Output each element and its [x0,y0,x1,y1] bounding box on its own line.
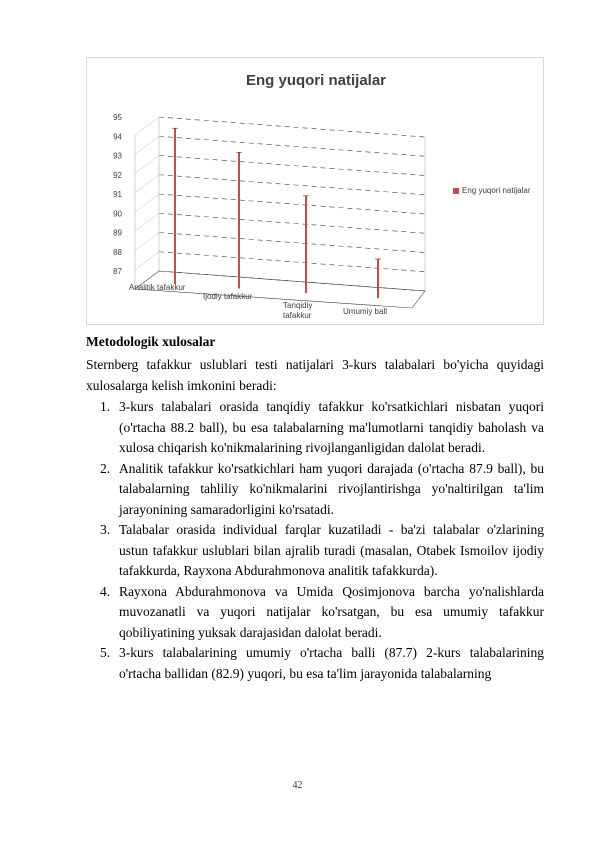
y-tick-label: 91 [113,190,122,199]
gridline [159,213,425,233]
list-item [86,582,544,644]
side-gridline [135,233,159,251]
list-item [86,459,544,521]
side-gridline [135,194,159,212]
y-tick-label: 88 [113,247,122,257]
chart-legend [453,186,530,195]
gridline [159,252,425,272]
y-tick-label: 95 [113,113,122,122]
x-category-label: Ijodiy tafakkur [203,292,253,301]
list-item-number: 4. [100,583,111,599]
list-item-text: 3-kurs talabalarining umumiy o'rtacha balli (87.7) 2-kurs talabalarining o'rtacha ballidan (82.9) yuqori, bu esa ta'lim jarayonida talabalarning [119,645,544,681]
gridline [159,175,425,195]
side-gridline [135,213,159,231]
side-gridline [135,156,159,174]
list-item-number: 5. [100,645,111,660]
list-item-number: 3. [100,522,111,537]
side-gridline [135,175,159,193]
y-tick-label: 90 [113,209,122,219]
intro-paragraph: Sternberg tafakkur uslublari testi natijalari 3-kurs talabalari bo'yicha quyidagi xulosalarga kelish imkonini beradi: [86,357,544,393]
list-item-text: Rayxona Abdurahmonova va Umida Qosimjonova barcha yo'nalishlarda muvozanatli va yuqori natijalar ko'rsatgan, bu esa umumiy tafakkur qobiliyatining yuksak darajasidan dalolat beradi. [119,583,544,640]
gridline [159,136,425,156]
y-tick-label: 92 [113,170,122,180]
chart-container [86,57,544,325]
legend-label: Eng yuqori natijalar [462,186,531,195]
gridline [159,117,425,137]
gridline [159,233,425,253]
list-item-text: 3-kurs talabalari orasida tanqidiy tafakkur ko'rsatkichlari nisbatan yuqori (o'rtacha 88.2 ball), bu esa talabalarning ma'lumotlarni tanqidiy baholash va xulosa chiqarish ko'nikmalarining rivojlanganligidan dalolat beradi. [119,399,544,455]
findings-list [86,397,544,684]
list-item [86,643,544,684]
y-tick-label: 93 [113,151,122,161]
list-item-text: Analitik tafakkur ko'rsatkichlari ham yuqori darajada (o'rtacha 87.9 ball), bu talabalarning tahliliy ko'nikmalarini rivojlantirishga yo'naltirilgan ta'lim jarayonining samaradorligini ko'rsatadi. [119,460,544,517]
y-tick-label: 89 [113,228,122,238]
side-gridline [135,252,159,270]
list-item-number: 2. [100,460,111,476]
section-heading: Metodologik xulosalar [86,334,216,349]
list-item-text: Talabalar orasida individual farqlar kuzatiladi - ba'zi talabalar o'zlarining ustun tafakkur uslublari bilan ajralib turadi (masalan, Otabek Ismoilov ijodiy tafakkurda, Rayxona Abdurahmonova analitik tafakkurda). [119,522,544,578]
page-number: 42 [292,780,303,791]
list-item-number: 1. [100,399,111,414]
gridline [159,194,425,214]
list-item [86,397,544,459]
gridline [159,156,425,176]
y-tick-label: 94 [113,132,122,142]
x-category-label: Tanqidiy tafakkur [283,301,313,320]
chart-title: Eng yuqori natijalar [245,72,387,89]
legend-swatch [453,188,459,194]
x-category-label: Umumiy ball [343,307,388,316]
y-tick-label: 87 [113,267,122,276]
x-category-label: Analitik tafakkur [129,283,186,292]
side-gridline [135,117,159,135]
list-item [86,520,544,582]
side-gridline [135,136,159,154]
